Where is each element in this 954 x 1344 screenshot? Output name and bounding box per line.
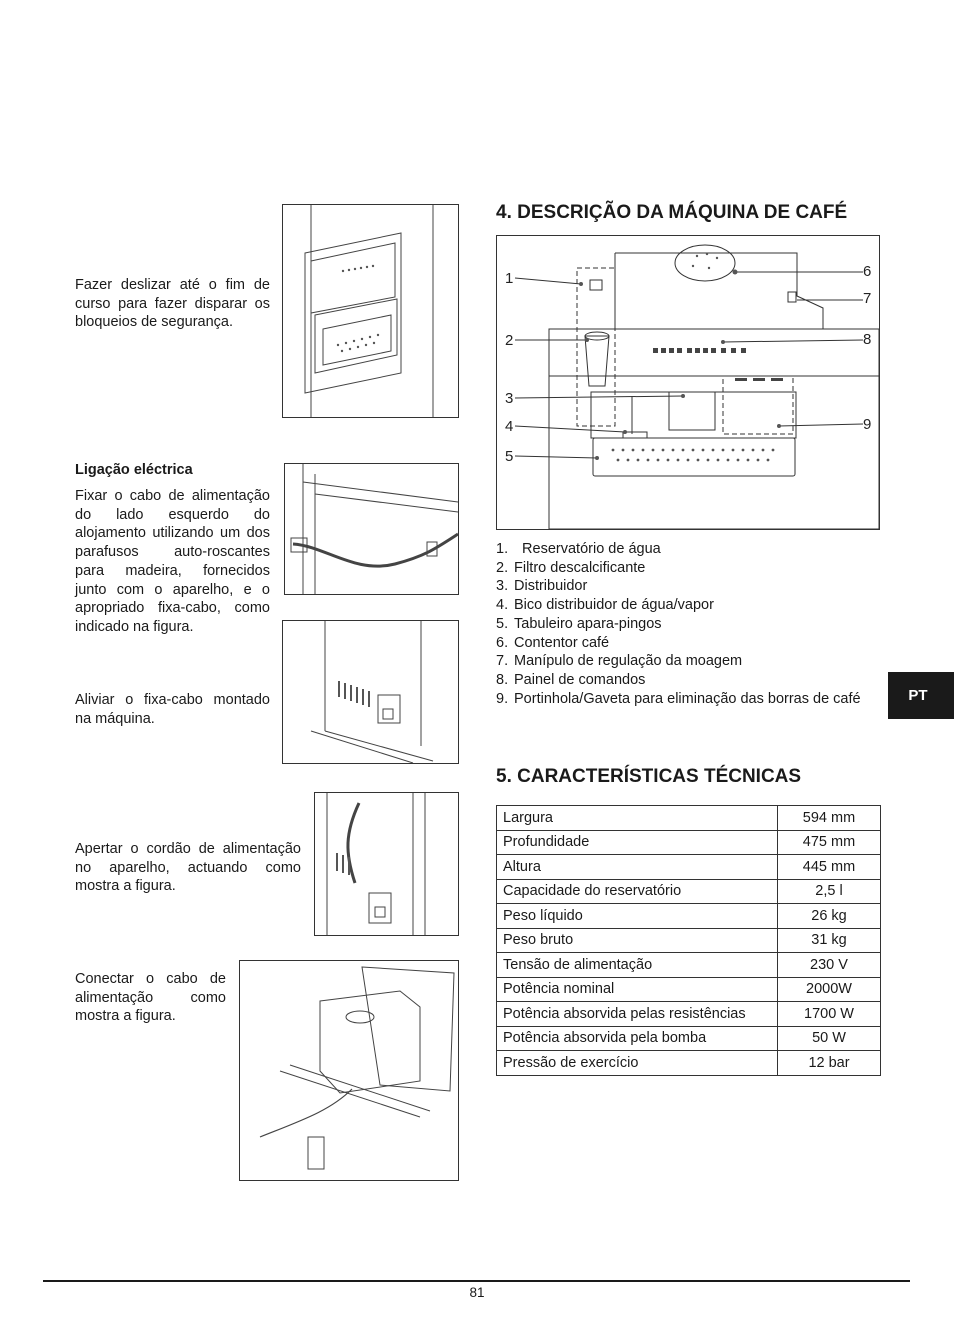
part-label: Painel de comandos	[514, 671, 646, 688]
section4-heading: 4. DESCRIÇÃO DA MÁQUINA DE CAFÉ	[496, 202, 848, 223]
spec-value: 445 mm	[778, 855, 881, 880]
parts-list	[496, 540, 878, 708]
callout-6: 6	[863, 263, 872, 280]
spec-label: Potência absorvida pelas resistências	[497, 1002, 778, 1027]
spec-label: Altura	[497, 855, 778, 880]
connect-cable-illustration	[240, 961, 458, 1180]
coffee-machine-illustration	[497, 236, 879, 529]
spec-label: Profundidade	[497, 830, 778, 855]
spec-label: Capacidade do reservatório	[497, 879, 778, 904]
language-tab: PT	[888, 672, 954, 719]
part-label: Reservatório de água	[514, 541, 661, 557]
part-number: 1.	[496, 541, 509, 557]
spec-value: 1700 W	[778, 1002, 881, 1027]
tighten-cord-text: Apertar o cordão de alimentação no aparelho, actuando como mostra a figura.	[75, 841, 301, 895]
electrical-connection-heading: Ligação eléctrica	[75, 462, 193, 478]
spec-label: Pressão de exercício	[497, 1051, 778, 1076]
list-item	[496, 690, 878, 709]
part-number: 2.	[496, 559, 509, 576]
part-number: 8.	[496, 671, 509, 688]
part-label: Distribuidor	[514, 578, 588, 595]
spec-value: 2000W	[778, 977, 881, 1002]
part-number: 4.	[496, 597, 509, 614]
figure-cable-clamp	[284, 463, 459, 595]
section5-heading: 5. CARACTERÍSTICAS TÉCNICAS	[496, 766, 802, 787]
table-row	[497, 1002, 881, 1027]
callout-7: 7	[863, 290, 872, 307]
spec-value: 26 kg	[778, 904, 881, 929]
footer-rule	[43, 1280, 910, 1282]
table-row	[497, 1051, 881, 1076]
spec-label: Potência absorvida pela bomba	[497, 1026, 778, 1051]
part-number: 7.	[496, 653, 509, 670]
spec-label: Tensão de alimentação	[497, 953, 778, 978]
spec-label: Potência nominal	[497, 977, 778, 1002]
slide-instruction-text: Fazer deslizar até o fim de curso para fazer disparar os bloqueios de segurança.	[75, 277, 270, 331]
list-item	[496, 615, 878, 634]
callout-3: 3	[505, 390, 514, 407]
connect-cable-text: Conectar o cabo de alimentação como mostra a figura.	[75, 971, 226, 1025]
callout-9: 9	[863, 416, 872, 433]
part-number: 6.	[496, 634, 509, 651]
table-row	[497, 806, 881, 831]
spec-value: 2,5 l	[778, 879, 881, 904]
part-label: Contentor café	[514, 634, 610, 651]
spec-value: 50 W	[778, 1026, 881, 1051]
spec-label: Peso líquido	[497, 904, 778, 929]
cable-fixing-text: Fixar o cabo de alimentação do lado esquerdo do alojamento utilizando um dos parafusos auto-roscantes para madeira, fornecidos junto com o aparelho, e o apropriado fixa-cabo, como indicado na figura.	[75, 488, 270, 635]
part-label: Bico distribuidor de água/vapor	[514, 597, 714, 614]
list-item	[496, 596, 878, 615]
part-label: Portinhola/Gaveta para eliminação das borras de café	[514, 690, 861, 707]
table-row	[497, 928, 881, 953]
machine-in-niche-illustration	[283, 205, 458, 417]
spec-value: 475 mm	[778, 830, 881, 855]
callout-1: 1	[505, 270, 514, 287]
part-number: 5.	[496, 615, 509, 632]
part-number: 3.	[496, 578, 509, 595]
list-item	[496, 671, 878, 690]
release-clamp-text: Aliviar o fixa-cabo montado na máquina.	[75, 692, 270, 727]
table-row	[497, 977, 881, 1002]
figure-slide-machine	[282, 204, 459, 418]
list-item	[496, 559, 878, 578]
spec-value: 594 mm	[778, 806, 881, 831]
callout-5: 5	[505, 448, 514, 465]
table-row	[497, 830, 881, 855]
spec-label: Peso bruto	[497, 928, 778, 953]
callout-8: 8	[863, 331, 872, 348]
figure-connect-cable	[239, 960, 459, 1181]
list-item	[496, 540, 878, 559]
part-label: Filtro descalcificante	[514, 559, 646, 576]
table-row	[497, 855, 881, 880]
list-item	[496, 577, 878, 596]
cord-clamp-illustration	[315, 793, 458, 935]
specs-table	[496, 805, 881, 1076]
callout-2: 2	[505, 332, 514, 349]
spec-value: 12 bar	[778, 1051, 881, 1076]
page-number: 81	[469, 1285, 485, 1300]
part-label: Manípulo de regulação da moagem	[514, 653, 743, 670]
table-row	[497, 953, 881, 978]
coffee-machine-diagram	[496, 235, 880, 530]
part-number: 9.	[496, 690, 509, 707]
callout-4: 4	[505, 418, 514, 435]
machine-rear-illustration	[283, 621, 458, 763]
figure-machine-rear	[282, 620, 459, 764]
table-row	[497, 1026, 881, 1051]
spec-value: 31 kg	[778, 928, 881, 953]
table-row	[497, 879, 881, 904]
list-item	[496, 652, 878, 671]
spec-value: 230 V	[778, 953, 881, 978]
spec-label: Largura	[497, 806, 778, 831]
list-item	[496, 634, 878, 653]
cable-clamp-illustration	[285, 464, 458, 594]
table-row	[497, 904, 881, 929]
part-label: Tabuleiro apara-pingos	[514, 615, 662, 632]
figure-cord-clamp	[314, 792, 459, 936]
